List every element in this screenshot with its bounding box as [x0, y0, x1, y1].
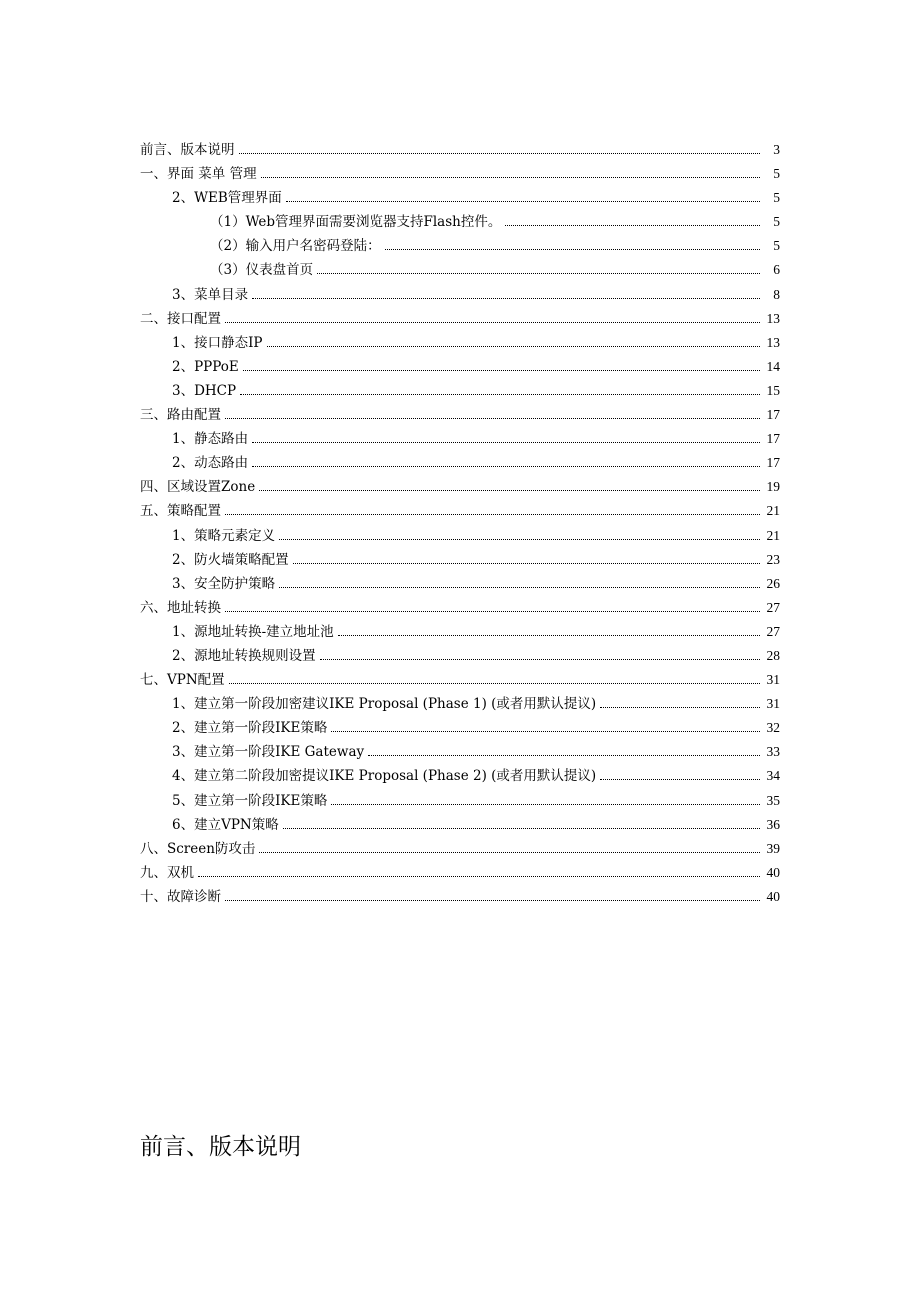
- toc-entry-title: 2、建立第一阶段IKE策略: [172, 720, 328, 737]
- toc-entry-title: （2）输入用户名密码登陆：: [210, 238, 381, 255]
- toc-leader: [252, 465, 760, 467]
- toc-entry[interactable]: [140, 451, 780, 475]
- toc-entry[interactable]: [140, 644, 780, 668]
- toc-entry-title: 七、VPN配置: [140, 672, 225, 689]
- toc-entry[interactable]: [140, 138, 780, 162]
- toc-entry-title: 八、Screen防攻击: [140, 840, 256, 857]
- toc-leader: [338, 634, 760, 636]
- toc-entry[interactable]: [140, 379, 780, 403]
- toc-entry-page: 17: [766, 455, 780, 471]
- toc-entry[interactable]: [140, 234, 780, 258]
- toc-entry[interactable]: [140, 283, 780, 307]
- toc-entry[interactable]: [140, 572, 780, 596]
- toc-leader: [368, 754, 760, 756]
- toc-leader: [320, 658, 760, 660]
- toc-entry-title: 1、源地址转换-建立地址池: [172, 623, 334, 640]
- toc-entry[interactable]: [140, 764, 780, 788]
- toc-entry-title: 前言、版本说明: [140, 142, 235, 158]
- toc-leader: [225, 321, 760, 323]
- toc-leader: [198, 875, 760, 877]
- toc-entry-page: 5: [773, 166, 780, 182]
- toc-leader: [293, 562, 760, 564]
- toc-entry[interactable]: [140, 668, 780, 692]
- toc-entry-page: 5: [773, 214, 780, 230]
- toc-entry-page: 35: [766, 792, 780, 808]
- toc-leader: [600, 706, 760, 708]
- toc-entry-page: 5: [773, 190, 780, 206]
- toc-entry-title: （3）仪表盘首页: [210, 262, 314, 279]
- toc-entry-title: 五、策略配置: [140, 503, 221, 520]
- toc-entry-page: 31: [766, 696, 780, 712]
- toc-entry[interactable]: [140, 524, 780, 548]
- toc-leader: [600, 778, 760, 780]
- toc-leader: [259, 489, 760, 491]
- toc-leader: [239, 152, 761, 154]
- toc-entry[interactable]: [140, 885, 780, 909]
- toc-leader: [225, 610, 760, 612]
- toc-entry-page: 21: [766, 527, 780, 543]
- toc-leader: [261, 176, 760, 178]
- toc-entry-title: 3、菜单目录: [172, 286, 249, 303]
- toc-entry-page: 13: [766, 334, 780, 350]
- toc-leader: [317, 272, 760, 274]
- toc-entry-page: 19: [766, 479, 780, 495]
- toc-entry-title: 2、防火墙策略配置: [172, 551, 289, 568]
- toc-entry-title: 1、接口静态IP: [172, 334, 263, 351]
- toc-leader: [259, 851, 760, 853]
- toc-leader: [505, 224, 760, 226]
- toc-entry-page: 17: [766, 407, 780, 423]
- toc-entry-title: 3、安全防护策略: [172, 575, 276, 592]
- toc-leader: [225, 513, 760, 515]
- toc-entry-page: 40: [766, 864, 780, 880]
- toc-entry[interactable]: [140, 861, 780, 885]
- toc-entry[interactable]: [140, 331, 780, 355]
- toc-leader: [225, 899, 760, 901]
- toc-entry[interactable]: [140, 162, 780, 186]
- toc-entry-page: 26: [766, 575, 780, 591]
- toc-entry[interactable]: [140, 716, 780, 740]
- toc-entry-title: 3、建立第一阶段IKE Gateway: [172, 744, 365, 761]
- toc-entry-title: 十、故障诊断: [140, 888, 221, 905]
- toc-entry[interactable]: [140, 427, 780, 451]
- toc-entry-page: 28: [766, 647, 780, 663]
- toc-entry-page: 17: [766, 431, 780, 447]
- toc-entry-page: 14: [766, 358, 780, 374]
- toc-entry-page: 8: [773, 286, 780, 302]
- toc-entry-title: 2、源地址转换规则设置: [172, 647, 316, 664]
- toc-entry[interactable]: [140, 692, 780, 716]
- toc-leader: [286, 200, 760, 202]
- toc-entry-page: 15: [766, 382, 780, 398]
- toc-entry[interactable]: [140, 475, 780, 499]
- toc-entry-page: 39: [766, 840, 780, 856]
- toc-entry-title: 3、DHCP: [172, 382, 237, 399]
- toc-leader: [252, 441, 760, 443]
- toc-entry-title: 九、双机: [140, 864, 194, 881]
- toc-entry-page: 34: [766, 768, 780, 784]
- section-heading: 前言、版本说明: [140, 1134, 301, 1160]
- toc-leader: [385, 248, 760, 250]
- toc-entry-title: 四、区域设置Zone: [140, 479, 256, 496]
- toc-entry-page: 27: [766, 599, 780, 615]
- toc-entry-title: 1、策略元素定义: [172, 527, 276, 544]
- toc-leader: [229, 682, 760, 684]
- toc-entry-title: 5、建立第一阶段IKE策略: [172, 792, 328, 809]
- toc-entry-page: 5: [773, 238, 780, 254]
- toc-entry-title: 1、静态路由: [172, 431, 249, 448]
- toc-entry[interactable]: [140, 740, 780, 764]
- toc-entry[interactable]: [140, 620, 780, 644]
- toc-leader: [279, 538, 760, 540]
- toc-entry[interactable]: [140, 403, 780, 427]
- toc-entry-page: 13: [766, 310, 780, 326]
- toc-leader: [240, 393, 760, 395]
- toc-entry-title: 三、路由配置: [140, 407, 221, 424]
- toc-entry[interactable]: [140, 548, 780, 572]
- toc-entry-title: （1）Web管理界面需要浏览器支持Flash控件。: [210, 214, 502, 231]
- toc-entry-title: 2、PPPoE: [172, 358, 239, 375]
- toc-entry[interactable]: [140, 789, 780, 813]
- toc-entry[interactable]: [140, 210, 780, 234]
- toc-entry[interactable]: [140, 258, 780, 282]
- toc-entry-title: 六、地址转换: [140, 599, 221, 616]
- toc-leader: [279, 586, 760, 588]
- toc-entry-page: 27: [766, 623, 780, 639]
- toc-leader: [283, 827, 760, 829]
- toc-entry-page: 32: [766, 720, 780, 736]
- toc-entry[interactable]: [140, 186, 780, 210]
- toc-entry[interactable]: [140, 837, 780, 861]
- toc-entry-title: 6、建立VPN策略: [172, 816, 279, 833]
- toc-entry-page: 21: [766, 503, 780, 519]
- toc-entry-page: 40: [766, 888, 780, 904]
- toc-entry[interactable]: [140, 596, 780, 620]
- table-of-contents: [140, 138, 780, 909]
- toc-entry-page: 33: [766, 744, 780, 760]
- toc-entry-page: 6: [773, 262, 780, 278]
- toc-entry-title: 二、接口配置: [140, 310, 221, 327]
- toc-leader: [225, 417, 760, 419]
- toc-leader: [331, 730, 760, 732]
- toc-entry-title: 4、建立第二阶段加密提议IKE Proposal (Phase 2) (或者用默认提议): [172, 768, 597, 785]
- toc-entry[interactable]: [140, 355, 780, 379]
- toc-entry-page: 36: [766, 816, 780, 832]
- toc-entry-page: 23: [766, 551, 780, 567]
- toc-entry[interactable]: [140, 499, 780, 523]
- toc-entry-page: 31: [766, 672, 780, 688]
- toc-leader: [267, 345, 760, 347]
- toc-entry-title: 1、建立第一阶段加密建议IKE Proposal (Phase 1) (或者用默认提议): [172, 696, 597, 713]
- toc-entry[interactable]: [140, 813, 780, 837]
- toc-entry[interactable]: [140, 307, 780, 331]
- toc-entry-title: 2、WEB管理界面: [172, 190, 282, 207]
- toc-entry-title: 一、界面 菜单 管理: [140, 166, 257, 183]
- toc-leader: [331, 803, 760, 805]
- toc-entry-page: 3: [773, 142, 780, 157]
- toc-entry-title: 2、动态路由: [172, 455, 249, 472]
- toc-leader: [243, 369, 760, 371]
- toc-leader: [252, 297, 760, 299]
